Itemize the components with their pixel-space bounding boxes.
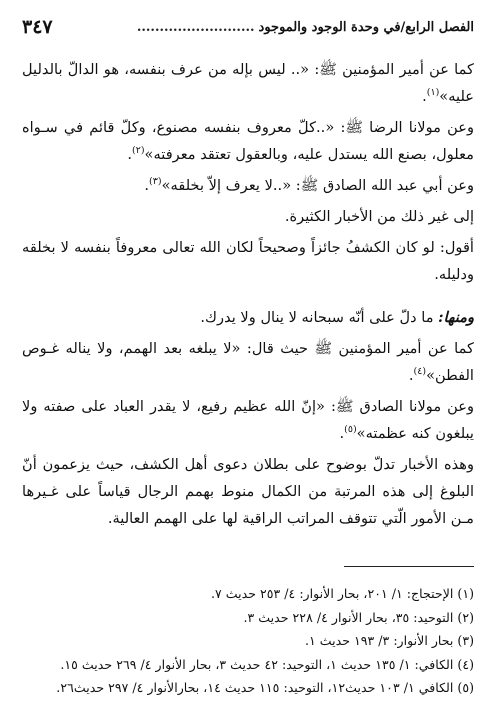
section-lead: ومنها: [438, 309, 474, 326]
paragraph-text: أقول: لو كان الكشفُ جائزاً وصحيحاً لكان الله تعالى معروفاً بنفسه لا بخلقه ودليله. [22, 239, 474, 283]
footnote: (١) الإحتجاج: ١/ ٢٠١، بحار الأنوار: ٤/ ٢٥٣ حديث ٧. [210, 586, 474, 601]
paragraph-text: وعن مولانا الرضا ﷺ: «..كلّ معروف بنفسه مصنوع، وكلّ قائم في سـواه معلول، بصنع الله يستدل عليه، وبالعقول تعتقد معرفته» [22, 119, 474, 163]
footnote: (٢) التوحيد: ٣٥، بحار الأنوار ٤/ ٢٢٨ حديث ٣. [243, 609, 474, 625]
paragraph-tail: . [408, 367, 414, 384]
paragraph [22, 451, 474, 532]
footnote-divider [344, 566, 474, 567]
paragraph-tail: . [127, 146, 132, 163]
paragraph-tail: . [339, 425, 345, 442]
footnote-ref: (٤) [413, 366, 427, 378]
paragraph-text: ما دلّ على أنّه سبحانه لا ينال ولا يدرك. [200, 309, 439, 326]
footnote: (٤) الكافي: ١/ ١٣٥ حديث ١، التوحيد: ٤٢ حديث ٣، بحار الأنوار ٤/ ٢٦٩ حديث ١٥. [60, 656, 474, 672]
main-text [22, 56, 474, 536]
paragraph-tail: . [422, 88, 427, 105]
paragraph [22, 114, 474, 168]
footnote-ref: (٥) [344, 424, 357, 436]
footnote: (٣) بحار الأنوار: ٣/ ١٩٣ حديث ١. [304, 633, 474, 648]
paragraph [22, 304, 474, 331]
paragraph-text: وعن أبي عبد الله الصادق ﷺ: «..لا يعرف إلاّ بخلقه» [161, 177, 474, 194]
paragraph [22, 234, 474, 288]
paragraph-text: كما عن أمير المؤمنين ﷺ حيث قال: «لا يبلغه بعد الهمم، ولا يناله غـوص الفطن» [22, 340, 474, 384]
paragraph [22, 172, 474, 199]
running-header [22, 14, 474, 40]
footnotes [22, 582, 474, 700]
leader-dots: .......................... [136, 19, 255, 35]
footnote-ref: (٣) [149, 176, 162, 188]
footnote-ref: (٢) [132, 145, 145, 157]
paragraph-tail: . [144, 177, 150, 194]
paragraph [22, 393, 474, 447]
paragraph [22, 203, 474, 230]
paragraph [22, 335, 474, 389]
paragraph-text: وعن مولانا الصادق ﷺ: «إنّ الله عظيم رفيع، لا يقدر العباد على صفته ولا يبلغون كنه عظمته» [22, 398, 474, 442]
chapter-title: الفصل الرابع/في وحدة الوجود والموجود [258, 19, 474, 35]
page-number: ٣٤٧ [22, 16, 53, 38]
footnote-ref: (١) [426, 87, 440, 99]
paragraph-text: كما عن أمير المؤمنين ﷺ: «.. ليس بإله من عرف بنفسه، هو الدالّ بالدليل عليه» [22, 61, 474, 105]
footnote: (٥) الكافي ١/ ١٠٣ حديث١٢، التوحيد: ١١٥ حديث ١٤، بحارالأنوار ٤/ ٢٩٧ حديث٢٦. [56, 680, 474, 695]
paragraph-text: إلى غير ذلك من الأخبار الكثيرة. [284, 208, 474, 225]
paragraph [22, 56, 474, 110]
paragraph-text: وهذه الأخبار تدلّ بوضوح على بطلان دعوى أهل الكشف، حيث يزعمون أنّ البلوغ إلى هذه المرتبة من الكمال منوط بهمم الرجال قياساً على غـيرها مـن الأمور الّتي تتوقف المراتب الراقية لها على الهمم العالية. [22, 456, 474, 527]
